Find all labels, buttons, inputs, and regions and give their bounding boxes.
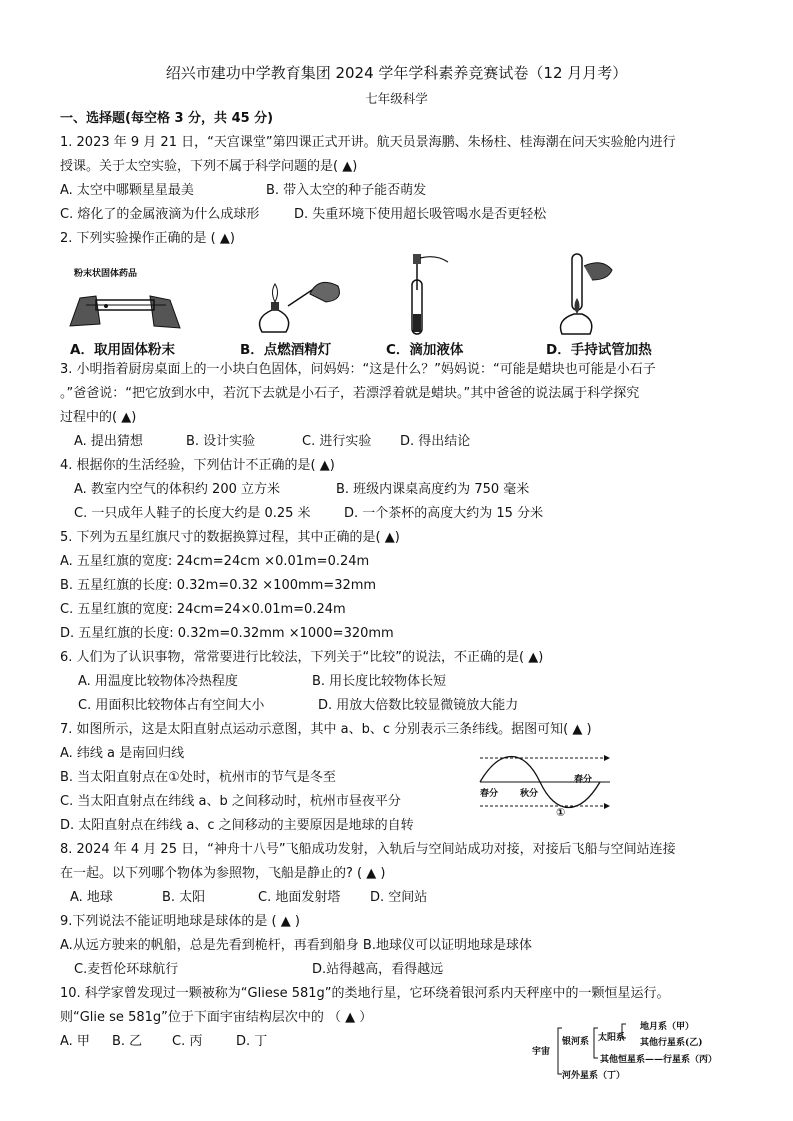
- q3-line2: 。”爸爸说：“把它放到水中，若沉下去就是小石子，若漂浮着就是蜡块。”其中爸爸的说法属于科学探究: [60, 386, 640, 401]
- q3-option-a: A. 提出猜想: [74, 434, 143, 449]
- q10-tree-other-planets: 其他行星系(乙): [640, 1038, 703, 1048]
- q8-line2: 在一起。以下列哪个物体为参照物，飞船是静止的? ( ▲ ): [60, 866, 386, 881]
- q7-option-c: C. 当太阳直射点在纬线 a、b 之间移动时，杭州市昼夜平分: [60, 794, 401, 809]
- q10-tree-outer: 河外星系（丁）: [562, 1071, 626, 1081]
- q10-line2: 则“Glie se 581g”位于下面宇宙结构层次中的 （ ▲ ）: [60, 1010, 373, 1025]
- q7-stem: 7. 如图所示，这是太阳直射点运动示意图，其中 a、b、c 分别表示三条纬线。据图可知( ▲ ): [60, 722, 592, 737]
- q1-option-c: C. 熔化了的金属液滴为什么成球形: [60, 207, 260, 222]
- q10-line1: 10. 科学家曾发现过一颗被称为“Gliese 581g”的类地行星，它环绕着银河系内天秤座中的一颗恒星运行。: [60, 986, 670, 1001]
- q6-stem: 6. 人们为了认识事物，常常要进行比较法，下列关于“比较”的说法，不正确的是( ▲): [60, 650, 544, 665]
- q4-option-d: D. 一个茶杯的高度大约为 15 分米: [344, 506, 544, 521]
- q8-option-d: D. 空间站: [370, 890, 428, 905]
- q2-caption-d: D．手持试管加热: [546, 342, 652, 358]
- q6-option-d: D. 用放大倍数比较显微镜放大能力: [318, 698, 519, 713]
- q7-option-a: A. 纬线 a 是南回归线: [60, 746, 185, 761]
- q7-sun-diagram: [476, 752, 616, 818]
- q10-tree-milky-way: 银河系: [562, 1037, 590, 1047]
- q10-tree-other-stars: 其他恒星系——行星系（丙）: [600, 1055, 718, 1065]
- q8-option-c: C. 地面发射塔: [258, 890, 341, 905]
- q8-line1: 8. 2024 年 4 月 25 日，“神舟十八号”飞船成功发射，入轨后与空间站成功对接，对接后飞船与空间站连接: [60, 842, 676, 857]
- q2-caption-a: A．取用固体粉末: [70, 342, 175, 358]
- q2-figure-a: [66, 278, 186, 334]
- q2-caption-c: C．滴加液体: [386, 342, 464, 358]
- q2-figure-c: [396, 252, 456, 336]
- q5-option-d: D. 五星红旗的长度: 0.32m=0.32mm ×1000=320mm: [60, 626, 394, 641]
- q1-line2: 授课。关于太空实验，下列不属于科学问题的是( ▲): [60, 159, 358, 174]
- section-heading: 一、选择题(每空格 3 分，共 45 分): [60, 111, 274, 126]
- q9-option-c: C.麦哲伦环球航行: [74, 962, 179, 977]
- q2-figure-d: [552, 250, 622, 338]
- q1-option-a: A. 太空中哪颗星星最美: [60, 183, 194, 198]
- q4-option-c: C. 一只成年人鞋子的长度大约是 0.25 米: [74, 506, 311, 521]
- q3-option-c: C. 进行实验: [302, 434, 372, 449]
- q3-line1: 3. 小明指着厨房桌面上的一小块白色固体，问妈妈：“这是什么？”妈妈说：“可能是蜡块也可能是小石子: [60, 362, 656, 377]
- q4-option-b: B. 班级内课桌高度约为 750 毫米: [336, 482, 530, 497]
- q8-option-a: A. 地球: [70, 890, 113, 905]
- q10-tree-solar: 太阳系: [598, 1033, 626, 1043]
- q6-option-b: B. 用长度比较物体长短: [312, 674, 447, 689]
- q3-option-d: D. 得出结论: [400, 434, 471, 449]
- q7-option-b: B. 当太阳直射点在①处时，杭州市的节气是冬至: [60, 770, 336, 785]
- q1-line1: 1. 2023 年 9 月 21 日，“天宫课堂”第四课正式开讲。航天员景海鹏、朱杨柱、桂海潮在问天实验舱内进行: [60, 135, 676, 150]
- q4-stem: 4. 根据你的生活经验，下列估计不正确的是( ▲): [60, 458, 335, 473]
- q5-option-c: C. 五星红旗的宽度: 24cm=24×0.01m=0.24m: [60, 602, 346, 617]
- q4-option-a: A. 教室内空气的体积约 200 立方米: [74, 482, 281, 497]
- exam-title: 绍兴市建功中学教育集团 2024 学年学科素养竞赛试卷（12 月月考）: [165, 64, 628, 82]
- q10-option-d: D. 丁: [236, 1034, 268, 1049]
- q5-stem: 5. 下列为五星红旗尺寸的数据换算过程，其中正确的是( ▲): [60, 530, 400, 545]
- q9-option-ab: A.从远方驶来的帆船，总是先看到桅杆，再看到船身 B.地球仪可以证明地球是球体: [60, 938, 532, 953]
- q6-option-a: A. 用温度比较物体冷热程度: [78, 674, 238, 689]
- q3-line3: 过程中的( ▲): [60, 410, 137, 425]
- q7-option-d: D. 太阳直射点在纬线 a、c 之间移动的主要原因是地球的自转: [60, 818, 414, 833]
- q8-option-b: B. 太阳: [162, 890, 206, 905]
- q2-fig-label: 粉末状固体药品: [74, 269, 138, 279]
- q2-stem: 2. 下列实验操作正确的是 ( ▲): [60, 231, 235, 246]
- q9-option-d: D.站得越高，看得越远: [312, 962, 444, 977]
- q5-option-a: A. 五星红旗的宽度: 24cm=24cm ×0.01m=0.24m: [60, 554, 370, 569]
- q3-option-b: B. 设计实验: [186, 434, 256, 449]
- q6-option-c: C. 用面积比较物体占有空间大小: [78, 698, 265, 713]
- q2-caption-b: B．点燃酒精灯: [240, 342, 332, 358]
- q2-figure-b: [248, 272, 348, 336]
- q7-point-1: ①: [556, 806, 566, 819]
- q7-label-autumn: 秋分: [520, 789, 539, 799]
- q10-option-b: B. 乙: [112, 1034, 143, 1049]
- q10-option-c: C. 丙: [172, 1034, 203, 1049]
- q10-tree-earth-moon: 地月系（甲）: [640, 1022, 695, 1032]
- q1-option-d: D. 失重环境下使用超长吸管喝水是否更轻松: [294, 207, 547, 222]
- q9-stem: 9.下列说法不能证明地球是球体的是 ( ▲ ): [60, 914, 300, 929]
- q1-option-b: B. 带入太空的种子能否萌发: [266, 183, 427, 198]
- q7-label-spring2: 春分: [574, 775, 593, 785]
- q10-tree-universe: 宇宙: [532, 1047, 551, 1057]
- q10-option-a: A. 甲: [60, 1034, 90, 1049]
- q5-option-b: B. 五星红旗的长度: 0.32m=0.32 ×100mm=32mm: [60, 578, 377, 593]
- q7-label-spring: 春分: [480, 789, 499, 799]
- exam-subtitle: 七年级科学: [365, 91, 428, 106]
